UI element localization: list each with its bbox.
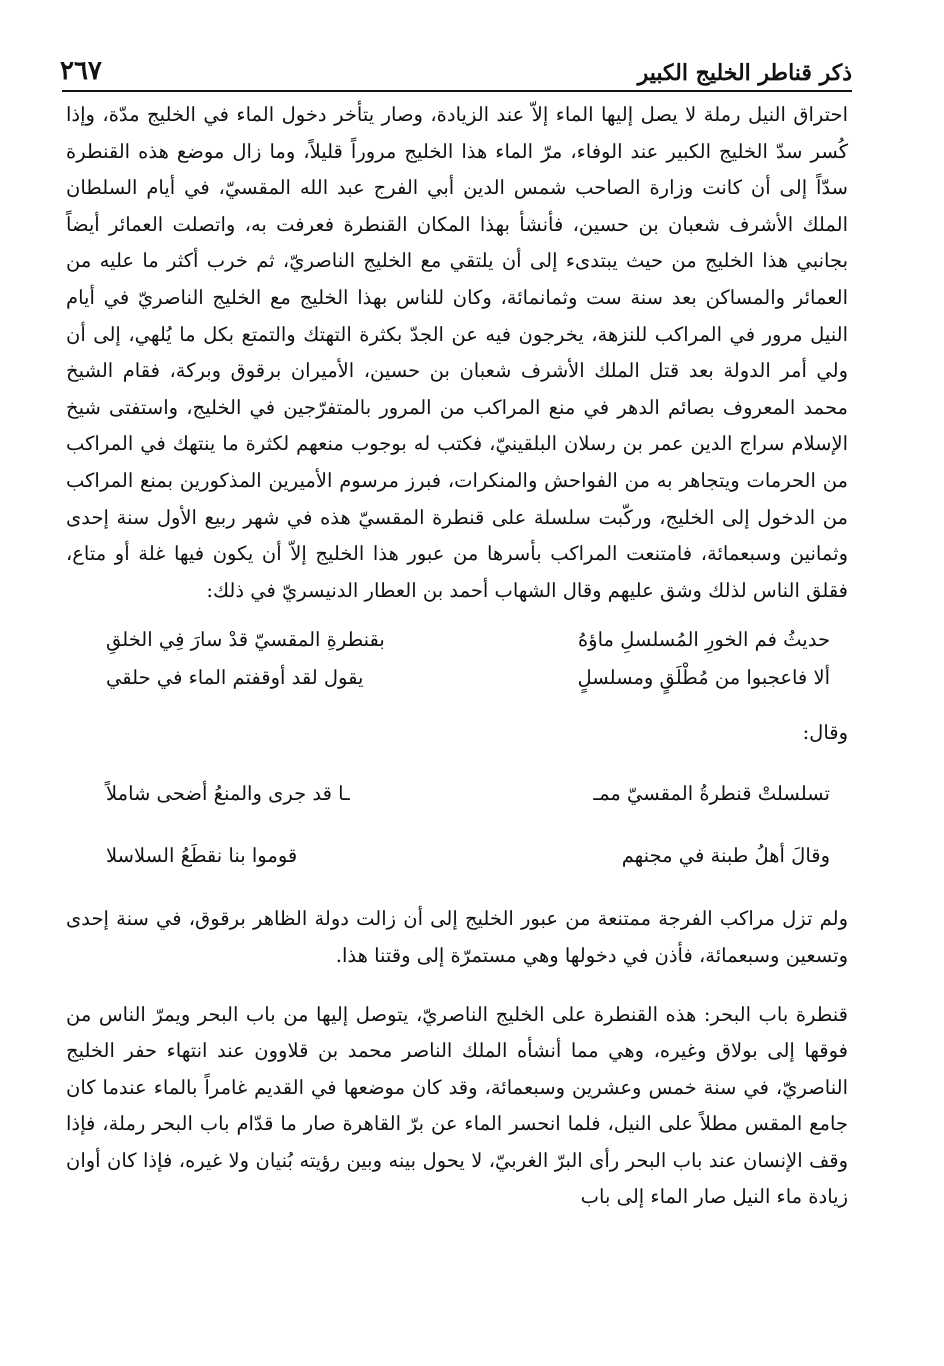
poem-verse (106, 763, 830, 825)
poem-hemistich-first: ألا فاعجبوا من مُطْلَقٍ ومسلسلٍ (577, 666, 830, 690)
poem-verse (106, 621, 830, 659)
poem-verse (106, 659, 830, 697)
poem-hemistich-first: وقالَ أهلُ طبنة في مجنهم (621, 844, 830, 868)
paragraph-boats-ban: ولم تزل مراكب الفرجة ممتنعة من عبور الخليج إلى أن زالت دولة الظاهر برقوق، في سنة إحدى وتسعين وسبعمائة، فأذن في دخولها وهي مستمرّة إلى وقتنا هذا. (66, 907, 848, 967)
poem-second (66, 763, 848, 887)
paragraph-aqueduct-history: احتراق النيل رملة لا يصل إليها الماء إلاّ عند الزيادة، وصار يتأخر دخول الماء في الخليج مدّة، وإذا كُسر سدّ الخليج الكبير عند الوفاء، مرّ الماء هذا الخليج مروراً قليلاً، وما زال موضع هذه القنطرة سدّاً إلى أن كانت وزارة الصاحب شمس الدين أبي الفرج عبد الله المقسيّ، في أيام السلطان الملك الأشرف شعبان بن حسين، فأنشأ بهذا المكان القنطرة فعرفت به، واتصلت العمائر أيضاً بجانبي هذا الخليج من حيث يبتدىء إلى أن يلتقي مع الخليج الناصريّ، ثم خرب أكثر ما عليه من العمائر والمساكن بعد سنة ست وثمانمائة، وكان للناس بهذا الخليج مع الخليج الناصريّ في أيام النيل مرور في المراكب للنزهة، يخرجون فيه عن الجدّ بكثرة التهتك والتمتع بكل ما يُلهي، إلى أن ولي أمر الدولة بعد قتل الملك الأشرف شعبان بن حسين، الأميران برقوق وبركة، فقام الشيخ محمد المعروف بصائم الدهر في منع المراكب من المرور بالمتفرّجين في الخليج، واستفتى شيخ الإسلام سراج الدين عمر بن رسلان البلقينيّ، فكتب له بوجوب منعهم لكثرة ما ينتهك في المراكب من الحرمات ويتجاهر به من الفواحش والمنكرات، فبرز مرسوم الأميرين المذكورين بمنع المراكب من الدخول إلى الخليج، وركّبت سلسلة على قنطرة المقسيّ هذه في شهر ربيع الأول سنة إحدى وثمانين وسبعمائة، فامتنعت المراكب بأسرها من عبور هذا الخليج إلاّ أن يكون فيها غلة أو متاع، فقلق الناس لذلك وشق عليهم وقال الشهاب أحمد بن العطار الدنيسريّ في ذلك: (66, 103, 848, 602)
poem-hemistich-second: ـا قد جرى والمنعُ أضحى شاملاً (106, 782, 350, 806)
spacer (66, 887, 848, 901)
poem-hemistich-second: بقنطرةِ المقسيّ قدْ سارَ فِي الخلقِ (106, 628, 385, 652)
page-header (60, 36, 852, 84)
header-rule (62, 90, 852, 92)
running-title: ذكر قناطر الخليج الكبير (637, 60, 852, 86)
paragraph-bab-al-bahr-bridge: قنطرة باب البحر: هذه القنطرة على الخليج الناصريّ، يتوصل إليها من باب البحر ويمرّ الناس من فوقها إلى بولاق وغيره، وهي مما أنشأه الملك الناصر محمد بن قلاوون عند انتهاء حفر الخليج الناصريّ، في سنة خمس وعشرين وسبعمائة، وقد كان موضعها في القديم غامراً بالماء عندما كان جامع المقس مطلاً على النيل، فلما انحسر الماء عن برّ القاهرة صار ما قدّام باب البحر رملة، فإذا وقف الإنسان عند باب البحر رأى البرّ الغربيّ، لا يحول بينه وبين رؤيته بُنيان ولا غيره، فإذا كان أوان زيادة ماء النيل صار الماء إلى باب (66, 1002, 848, 1209)
poem-hemistich-first: حديثُ فم الخورِ المُسلسلِ ماؤهُ (577, 628, 830, 652)
poem-hemistich-second: قوموا بنا نقطَعُ السلاسلا (106, 844, 298, 868)
page-body (66, 97, 848, 1216)
page-number: ٢٦٧ (60, 56, 102, 86)
poem-hemistich-first: تسلسلتْ قنطرةُ المقسيّ ممـ (593, 782, 830, 806)
said-label: وقال: (802, 721, 848, 745)
poem-first (66, 621, 848, 697)
poem-verse (106, 825, 830, 887)
poem-hemistich-second: يقول لقد أوقفتم الماء في حلقي (106, 666, 364, 690)
spacer (66, 975, 848, 997)
